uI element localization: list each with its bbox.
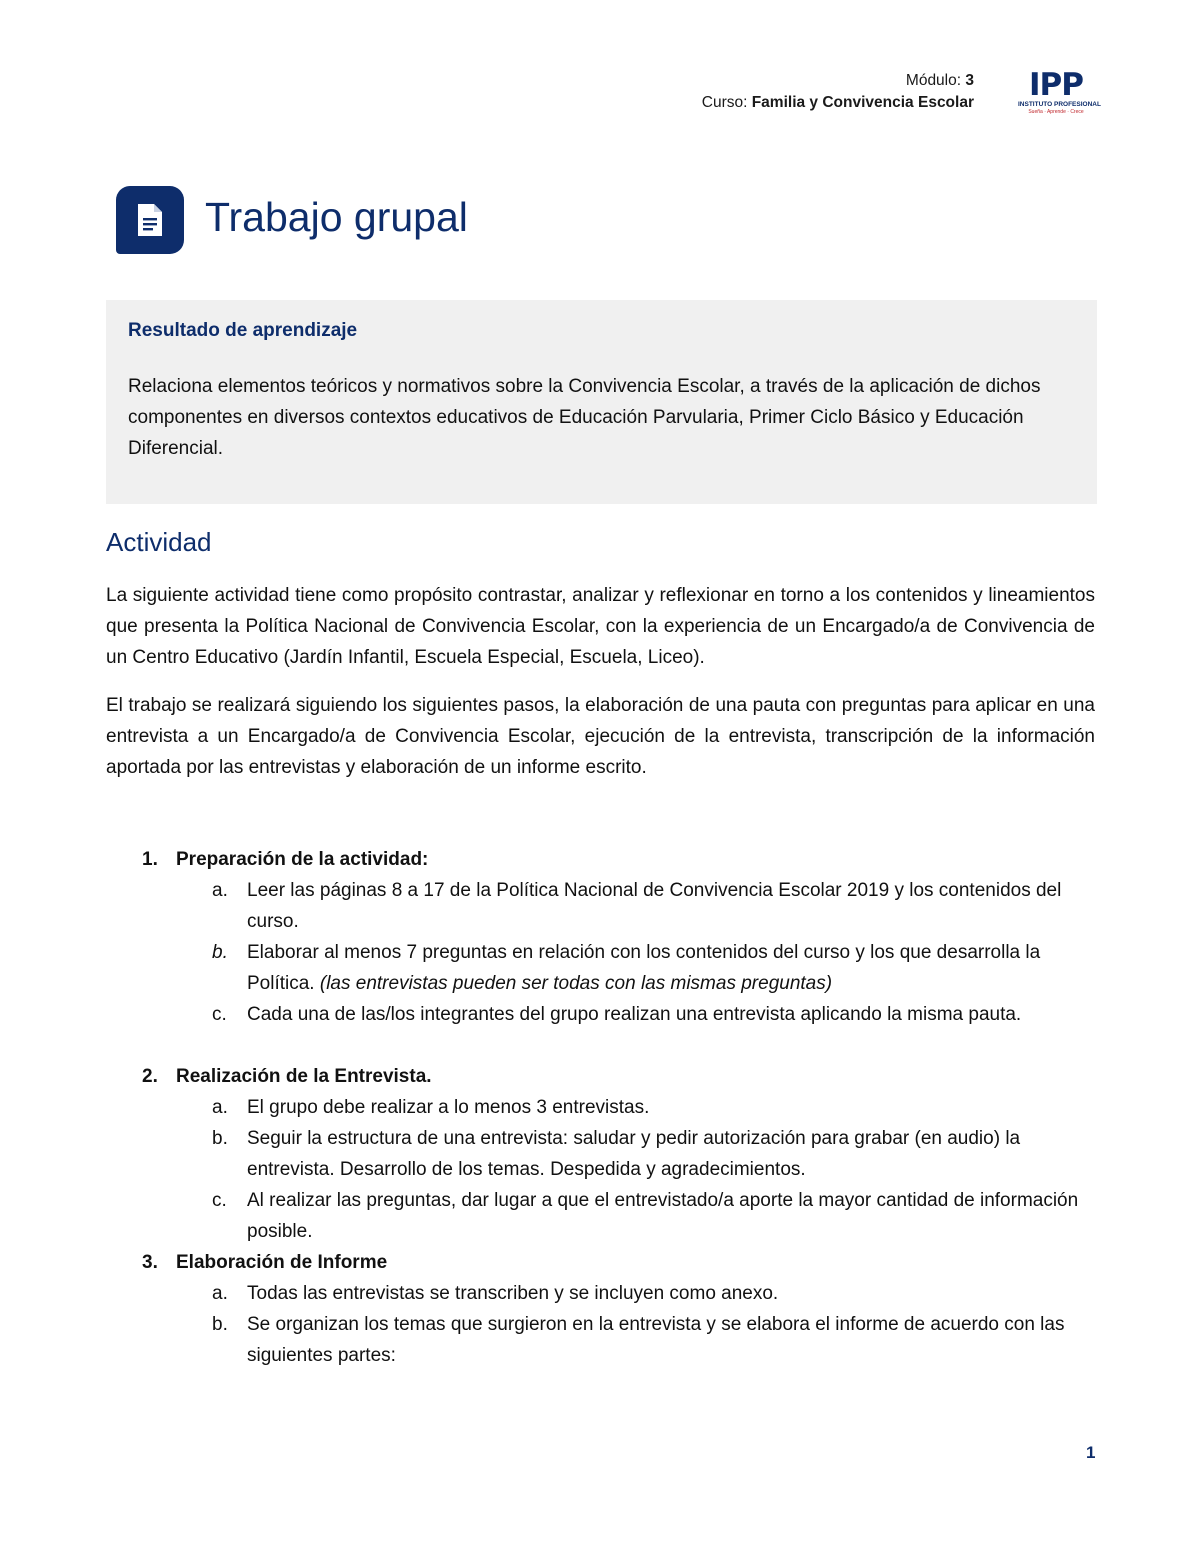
activity-paragraph-2: El trabajo se realizará siguiendo los siguientes pasos, la elaboración de una pauta con preguntas para aplicar en una entrevista a un Encargado/a de Convivencia Escolar, ejecución de la entrevista, transcripción de la información aportada por las entrevistas y elaboración de un informe escrito. — [106, 695, 1095, 778]
substep-letter: b. — [212, 942, 228, 963]
substep-letter: b. — [212, 1128, 228, 1149]
module-line — [702, 70, 974, 92]
substep-item — [212, 875, 1096, 937]
substep-letter: c. — [212, 1190, 227, 1211]
course-value: Familia y Convivencia Escolar — [751, 94, 974, 111]
learning-outcome-text: Relaciona elementos teóricos y normativos sobre la Convivencia Escolar, a través de la aplicación de dichos componentes en diversos contextos educativos de Educación Parvularia, Primer Ciclo Básico y Educación Diferencial. — [128, 376, 1041, 459]
logo-mark: IPP — [1029, 67, 1083, 103]
step-number: 1. — [142, 849, 158, 870]
step-item — [106, 1061, 1096, 1092]
module-value: 3 — [965, 72, 974, 89]
substep-letter: a. — [212, 1097, 228, 1118]
substep-item — [212, 1309, 1096, 1371]
page-header — [702, 70, 974, 114]
page-title: Trabajo grupal — [205, 194, 468, 240]
substep-item — [212, 937, 1096, 999]
substep-text: Se organizan los temas que surgieron en la entrevista y se elabora el informe de acuerdo con las siguientes partes: — [247, 1314, 1065, 1366]
module-label: Módulo: — [905, 72, 962, 89]
activity-heading: Actividad — [106, 527, 212, 557]
substep-text: Cada una de las/los integrantes del grupo realizan una entrevista aplicando la misma pauta. — [247, 1004, 1022, 1025]
substep-text: Elaborar al menos 7 preguntas en relación con los contenidos del curso y los que desarrolla la Política. (las entrevistas pueden ser todas con las mismas preguntas) — [247, 942, 1041, 994]
substep-letter: a. — [212, 1283, 228, 1304]
logo-institution-text: INSTITUTO PROFESIONAL — [1018, 101, 1101, 108]
learning-outcome-title: Resultado de aprendizaje — [128, 320, 358, 341]
substep-item — [212, 1092, 1096, 1123]
substep-letter: c. — [212, 1004, 227, 1025]
substep-text: Seguir la estructura de una entrevista: saludar y pedir autorización para grabar (en audio) la entrevista. Desarrollo de los temas. Despedida y agradecimientos. — [247, 1128, 1021, 1180]
steps-list — [106, 844, 1096, 1371]
substep-text: El grupo debe realizar a lo menos 3 entrevistas. — [247, 1097, 650, 1118]
course-label: Curso: — [701, 94, 748, 111]
logo-slogan-text: Sueña · Aprende · Crece — [1028, 109, 1084, 115]
substep-text: Al realizar las preguntas, dar lugar a que el entrevistado/a aporte la mayor cantidad de información posible. — [247, 1190, 1079, 1242]
activity-paragraph-1: La siguiente actividad tiene como propósito contrastar, analizar y reflexionar en torno a los contenidos y lineamientos que presenta la Política Nacional de Convivencia Escolar, con la experiencia de un Encargado/a de Convivencia de un Centro Educativo (Jardín Infantil, Escuela Especial, Escuela, Liceo). — [106, 585, 1095, 668]
substep-item — [212, 999, 1096, 1030]
substep-letter: b. — [212, 1314, 228, 1335]
step-item — [106, 1247, 1096, 1278]
ipp-logo — [1018, 67, 1101, 120]
substep-note: (las entrevistas pueden ser todas con las mismas preguntas) — [319, 973, 833, 994]
substep-item — [212, 1185, 1096, 1247]
page-number: 1 — [1086, 1443, 1096, 1462]
substep-item — [212, 1278, 1096, 1309]
step-number: 2. — [142, 1066, 158, 1087]
substep-text: Leer las páginas 8 a 17 de la Política Nacional de Convivencia Escolar 2019 y los contenidos del curso. — [247, 880, 1062, 932]
step-number: 3. — [142, 1252, 158, 1273]
substep-item — [212, 1123, 1096, 1185]
step-item — [106, 844, 1096, 875]
step-title: Preparación de la actividad: — [176, 849, 429, 870]
step-title: Realización de la Entrevista. — [176, 1066, 432, 1087]
learning-outcome-box — [106, 300, 1097, 504]
document-icon — [116, 186, 184, 254]
substep-text: Todas las entrevistas se transcriben y se incluyen como anexo. — [247, 1283, 779, 1304]
course-line — [702, 92, 974, 114]
substep-letter: a. — [212, 880, 228, 901]
step-title: Elaboración de Informe — [176, 1252, 388, 1273]
